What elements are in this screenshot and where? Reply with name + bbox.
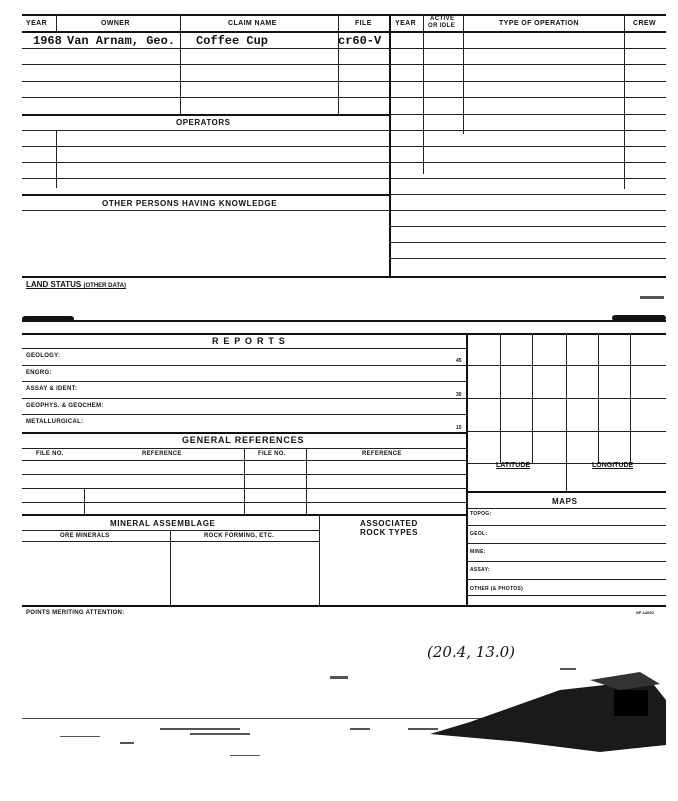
map-assay: ASSAY: [470,567,490,573]
mineral-assemblage-heading: MINERAL ASSEMBLAGE [110,519,216,528]
header-or-idle: OR IDLE [428,23,456,29]
operators-heading: OPERATORS [176,118,231,127]
header-crew: CREW [633,20,656,27]
rock-types-heading: ROCK TYPES [360,528,419,537]
refs-reference-2: REFERENCE [362,451,402,457]
report-engrg: ENGRG: [26,370,52,376]
report-metallurgical: METALLURGICAL: [26,419,84,425]
report-num: 30 [456,392,462,398]
record-claim-name: Coffee Cup [196,34,269,48]
longitude-label: LONGITUDE [592,462,634,469]
report-num: 45 [456,358,462,364]
report-num: 15 [456,425,462,431]
form-number: SP-14052 [636,610,654,615]
scan-block [614,690,648,716]
report-geology: GEOLOGY: [26,353,61,359]
header-file: FILE [355,20,372,27]
map-geol: GEOL: [470,531,488,537]
map-mine: MINE: [470,549,486,555]
rock-forming-header: ROCK FORMING, ETC. [204,533,275,539]
record-owner: Van Arnam, Geo. [67,34,176,48]
handwritten-coordinates: (20.4, 13.0) [427,643,516,661]
ore-minerals-header: ORE MINERALS [60,533,110,539]
record-year: 1968 [33,34,62,48]
header-year: YEAR [26,20,48,27]
land-status-note: (OTHER DATA) [83,283,126,289]
land-status-label: LAND STATUS [26,280,82,289]
report-geophys: GEOPHYS. & GEOCHEM: [26,403,104,409]
record-file: cr60-V [338,34,382,48]
associated-heading: ASSOCIATED [360,519,418,528]
map-topog: TOPOG: [470,511,492,517]
scan-speckle [60,296,664,756]
refs-file-no-2: FILE NO. [258,451,286,457]
header-owner: OWNER [101,20,130,27]
header-claim-name: CLAIM NAME [228,20,277,27]
header-active: ACTIVE [430,16,455,22]
reports-heading: R E P O R T S [212,336,286,346]
general-references-heading: GENERAL REFERENCES [182,435,305,445]
latitude-label: LATITUDE [496,462,531,469]
maps-heading: MAPS [552,497,578,506]
header-year-2: YEAR [395,20,417,27]
points-meriting-label: POINTS MERITING ATTENTION: [26,610,125,616]
other-persons-heading: OTHER PERSONS HAVING KNOWLEDGE [102,199,278,208]
refs-reference-1: REFERENCE [142,451,182,457]
map-other: OTHER (& PHOTOS) [470,586,524,592]
header-type-of-operation: TYPE OF OPERATION [499,20,579,27]
refs-file-no-1: FILE NO. [36,451,64,457]
report-assay: ASSAY & IDENT: [26,386,78,392]
